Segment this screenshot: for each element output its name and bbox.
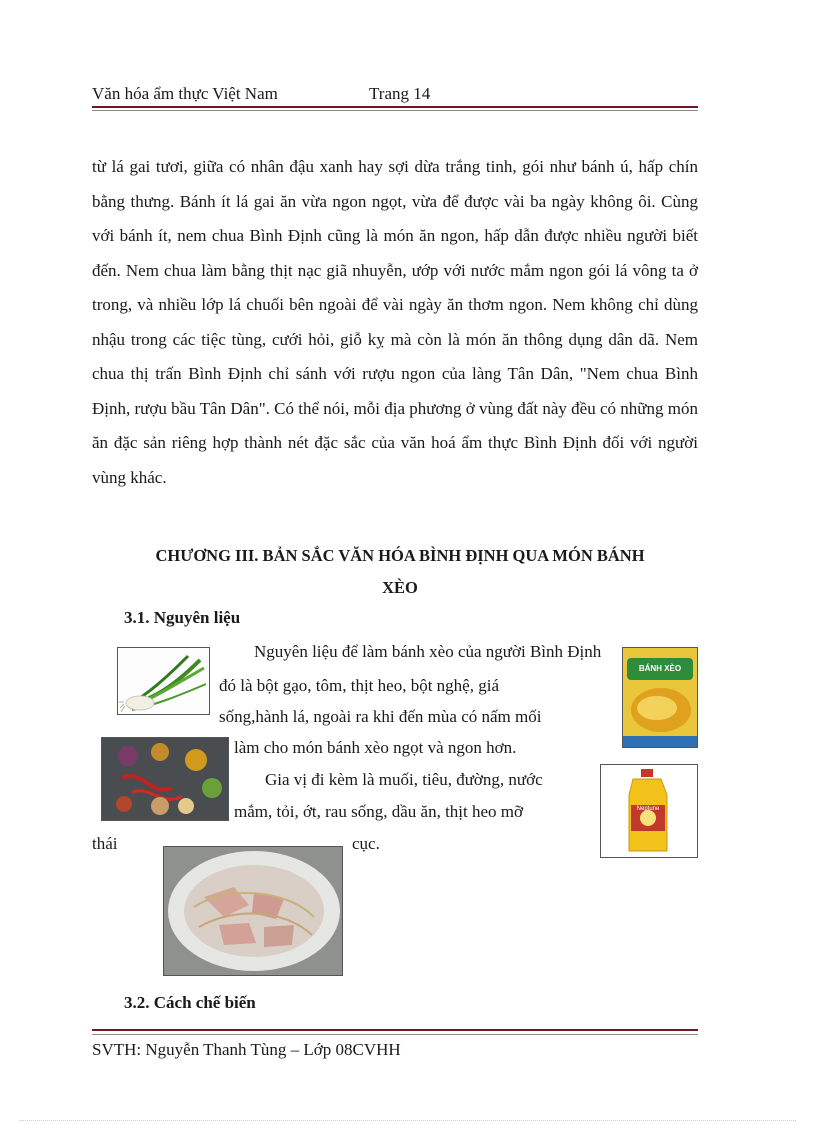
package-label: BÁNH XÈO: [638, 664, 682, 673]
spices-line-1: Gia vị đi kèm là muối, tiêu, đường, nước: [265, 770, 543, 789]
footer-rule: [92, 1029, 698, 1031]
page-number: Trang 14: [369, 84, 431, 103]
header-rule: [92, 106, 698, 108]
document-title: Văn hóa ẩm thực Việt Nam: [92, 84, 278, 103]
page-footer: SVTH: Nguyễn Thanh Tùng – Lớp 08CVHH: [92, 1040, 401, 1059]
ingredients-line-3: sống,hành lá, ngoài ra khi đến mùa có nấm mối: [219, 707, 542, 726]
spices-line-3a: thái: [92, 834, 118, 853]
spices-image: [101, 737, 229, 821]
body-paragraph: [92, 150, 698, 495]
cooking-oil-bottle-image: [600, 764, 698, 858]
section-heading-preparation: 3.2. Cách chế biến: [124, 993, 256, 1012]
footer-rule-thin: [92, 1034, 698, 1035]
paragraph-text: từ lá gai tươi, giữa có nhân đậu xanh hay sợi dừa trắng tinh, gói như bánh ú, hấp chín bằng thưng. Bánh ít lá gai ăn vừa ngon ngọt, vừa để được vài ba ngày không ôi. Cùng với bánh ít, nem chua Bình Định cũng là món ăn ngon, hấp dẫn được nhiều người biết đến. Nem chua làm bằng thịt nạc giã nhuyễn, ướp với nước mắm ngon gói lá vông ta ở trong, và nhiều lớp lá chuối bên ngoài để vài ngày ăn thơm ngon. Nem không chỉ dùng nhậu trong các tiệc tùng, cưới hỏi, giỗ kỵ mà còn là món ăn thông dụng dân dã. Nem chua thị trấn Bình Định chỉ sánh với rượu ngon của làng Tân Dân, "Nem chua Bình Định, rượu bầu Tân Dân". Có thể nói, mỗi địa phương ở vùng đất này đều có những món ăn đặc sản riêng hợp thành nét đặc sắc của văn hoá ẩm thực Bình Định đối với người vùng khác.: [92, 157, 698, 487]
chapter-heading: [100, 540, 700, 604]
chapter-heading-line-2: XÈO: [382, 578, 418, 597]
sliced-pork-image: [163, 846, 343, 976]
section-heading-ingredients: 3.1. Nguyên liệu: [124, 608, 241, 627]
scallion-image: [117, 647, 210, 715]
ingredients-line-4: làm cho món bánh xèo ngọt và ngon hơn.: [234, 738, 517, 757]
ingredients-line-1: Nguyên liệu để làm bánh xèo của người Bình Định: [254, 642, 602, 661]
page-header: [92, 84, 698, 108]
banh-xeo-flour-package-image: [622, 647, 698, 748]
ingredients-line-2: đó là bột gạo, tôm, thịt heo, bột nghệ, giá: [219, 676, 499, 695]
chapter-heading-line-1: CHƯƠNG III. BẢN SẮC VĂN HÓA BÌNH ĐỊNH QUA MÓN BÁNH: [155, 546, 645, 565]
spices-line-2: mắm, tỏi, ớt, rau sống, dầu ăn, thịt heo mỡ: [234, 802, 523, 821]
page-bottom-divider: [20, 1120, 796, 1121]
oil-label: Neptune: [636, 806, 660, 812]
header-rule-thin: [92, 110, 698, 111]
spices-line-3b: cục.: [352, 834, 380, 853]
